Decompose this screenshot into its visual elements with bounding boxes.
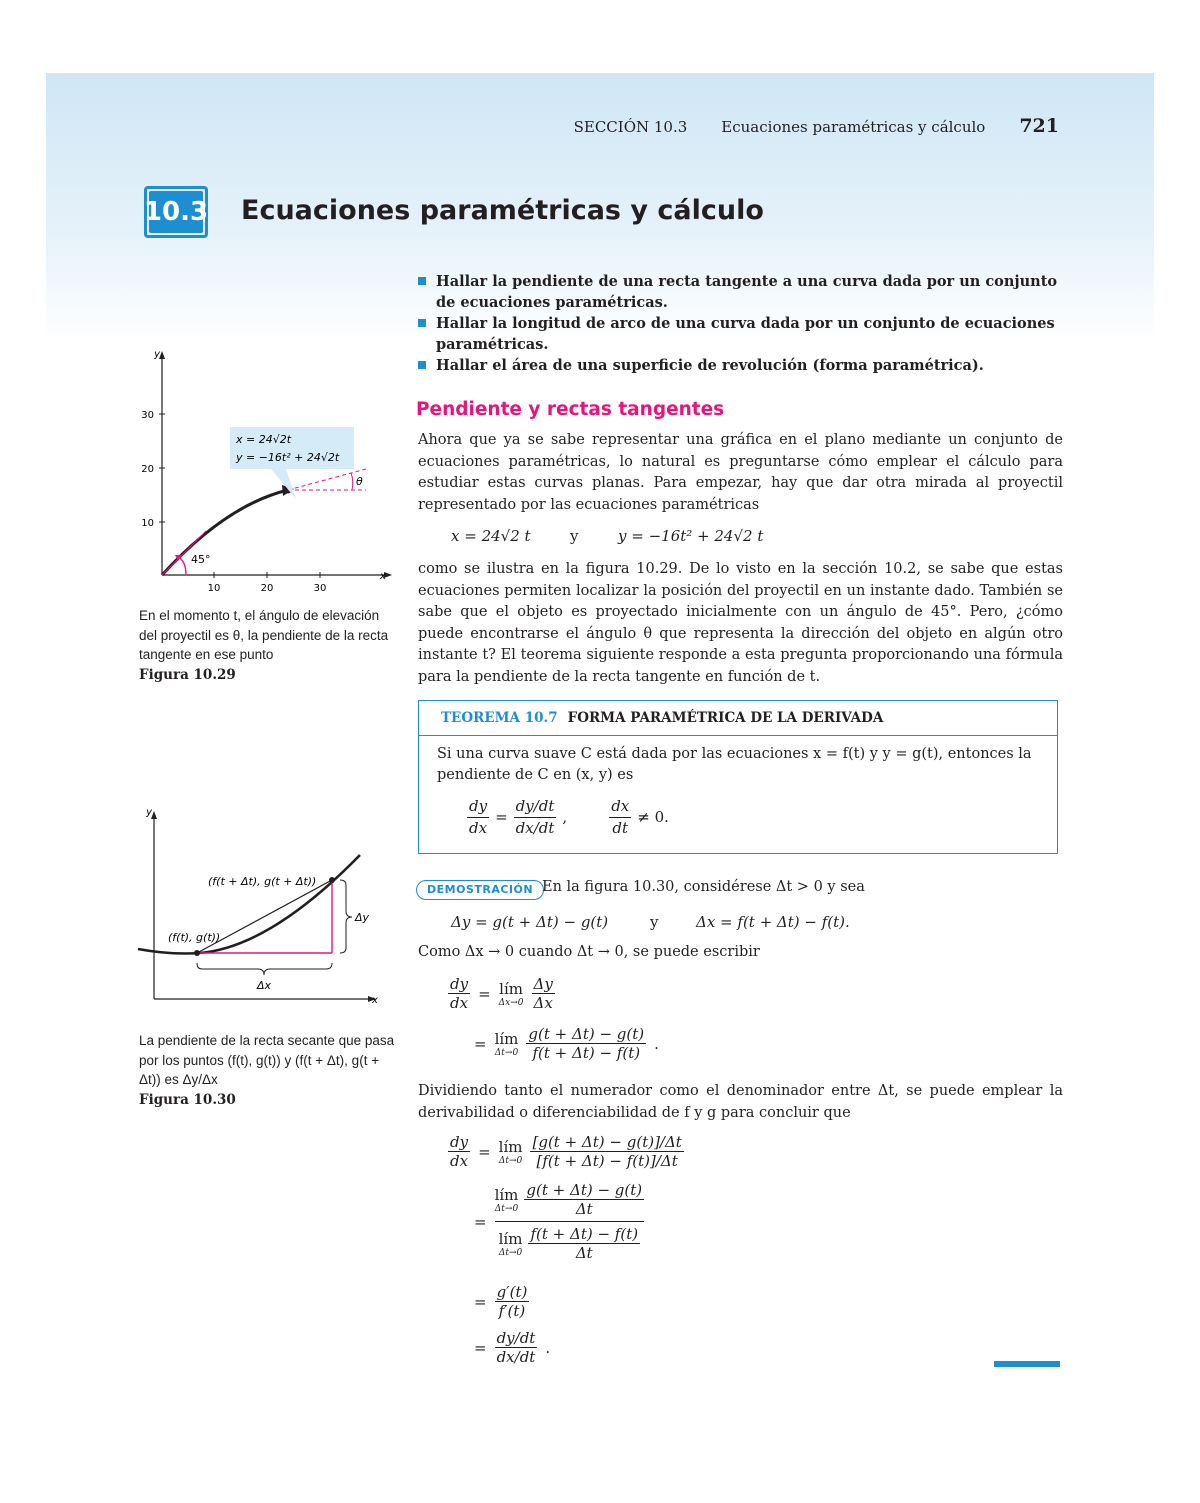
- proof-step5: = $\frac{g'(t)}{f'(t)}$: [474, 1283, 528, 1320]
- square-bullet-icon: [418, 319, 426, 327]
- running-head-title: Ecuaciones paramétricas y cálculo: [721, 118, 986, 136]
- proof-step4: = lím Δt→0 $\frac{g(t + \Delta t) - g(t)}{\Delta t}$ lím Δt→0 $\frac{f(t + \Delta t) - f(t)}{\Delta t}$: [474, 1181, 643, 1262]
- square-bullet-icon: [418, 361, 426, 369]
- x-tick-30: 30: [313, 583, 327, 593]
- figure-10-30-label: Figura 10.30: [139, 1091, 236, 1108]
- running-head: [574, 115, 1059, 137]
- page: [46, 73, 1154, 1431]
- section-number-box: [144, 186, 208, 238]
- objective-item: Hallar la longitud de arco de una curva dada por un conjunto de ecuaciones paramétricas.: [418, 313, 1058, 355]
- theta-label: θ: [356, 475, 363, 488]
- y-axis-label: y: [146, 807, 152, 818]
- proof-delta-x: Δx = f(t + Δt) − f(t).: [696, 913, 850, 931]
- running-head-section: SECCIÓN 10.3: [573, 118, 688, 136]
- page-number: 721: [1019, 115, 1059, 137]
- delta-x-label: Δx: [256, 979, 272, 992]
- proof-step1: $\frac{dy}{dx}$ = lím Δx→0 $\frac{\Delta y}{\Delta x}$: [450, 975, 553, 1012]
- trajectory-curve: [162, 490, 288, 575]
- point-t: [194, 950, 200, 956]
- x-tick-10: 10: [207, 583, 221, 593]
- point-t-label: (f(t), g(t)): [168, 931, 221, 944]
- figure-10-30-caption: La pendiente de la recta secante que pasa por los puntos (f(t), g(t)) y (f(t + Δt), g(t + Δt)) es Δy/Δx Figura 10.30: [139, 1033, 395, 1108]
- figure-10-29-label: Figura 10.29: [139, 666, 236, 683]
- delta-y-brace: [340, 880, 352, 953]
- y-tick-30: 30: [141, 410, 154, 421]
- tangent-line: [288, 469, 366, 490]
- intro-paragraph: Ahora que ya se sabe representar una gráfica en el plano mediante un conjunto de ecuaciones paramétricas, lo natural es preguntarse cómo emplear el cálculo para estudiar estas curvas planas. Para empezar, hay que dar otra mirada al proyectil representado por las ecuaciones paramétricas: [418, 432, 1063, 513]
- figure-10-30: [130, 803, 390, 1013]
- proof-step2: = lím Δt→0 $\frac{g(t + \Delta t) - g(t)}{f(t + \Delta t) - f(t)}$ .: [474, 1025, 659, 1062]
- square-bullet-icon: [418, 277, 426, 285]
- theorem-box: [418, 700, 1058, 854]
- figure-10-29: [126, 343, 406, 593]
- x-tick-20: 20: [260, 583, 274, 593]
- proof-line3: Dividiendo tanto el numerador como el denominador entre Δt, se puede emplear la derivabilidad o diferenciabilidad de f y g para concluir que: [418, 1083, 1063, 1121]
- theorem-text: Si una curva suave C está dada por las ecuaciones x = f(t) y y = g(t), entonces la pendiente de C en (x, y) es: [437, 746, 1032, 783]
- proof-step3: $\frac{dy}{dx}$ = lím Δt→0 $\frac{[g(t + \Delta t) - g(t)]/\Delta t}{[f(t + \Delta t) - f(t)]/\Delta t}$: [450, 1133, 682, 1170]
- callout-eq-x: x = 24√2t: [236, 433, 292, 446]
- proof-line2: Como Δx → 0 cuando Δt → 0, se puede escribir: [418, 944, 760, 960]
- delta-x-brace: [197, 963, 332, 975]
- objective-item: Hallar la pendiente de una recta tangente a una curva dada por un conjunto de ecuaciones paramétricas.: [418, 271, 1058, 313]
- section-number: 10.3: [149, 191, 203, 233]
- point-t-plus-dt: [329, 877, 335, 883]
- theorem-title: FORMA PARAMÉTRICA DE LA DERIVADA: [567, 710, 884, 726]
- objective-item: Hallar el área de una superficie de revolución (forma paramétrica).: [418, 355, 1058, 376]
- theorem-label: TEOREMA 10.7: [441, 710, 558, 726]
- proof-step6: = $\frac{dy/dt}{dx/dt}$ .: [474, 1329, 551, 1366]
- theta-arc: [351, 473, 353, 490]
- y-tick-10: 10: [141, 518, 154, 529]
- proof-line1: En la figura 10.30, considérese Δt > 0 y sea: [542, 879, 865, 895]
- objectives-list: [418, 271, 1058, 376]
- figure-10-29-caption: En el momento t, el ángulo de elevación del proyectil es θ, la pendiente de la recta tangente en ese punto Figura 10.29: [139, 608, 389, 683]
- angle-45-arc: [178, 557, 186, 575]
- angle-45-label: 45°: [191, 553, 211, 566]
- y-tick-20: 20: [141, 464, 154, 475]
- proof-badge: DEMOSTRACIÓN: [416, 880, 544, 900]
- equation-x: x = 24√2 t: [451, 527, 531, 545]
- equation-y: y = −16t² + 24√2 t: [618, 527, 764, 545]
- x-axis-label: x: [372, 995, 378, 1006]
- subsection-title: Pendiente y rectas tangentes: [416, 399, 725, 420]
- proof-delta-y: Δy = g(t + Δt) − g(t): [451, 913, 609, 931]
- end-of-proof-bar: [994, 1361, 1060, 1367]
- callout-eq-y: y = −16t² + 24√2t: [236, 451, 340, 464]
- point-t-plus-dt-label: (f(t + Δt), g(t + Δt)): [208, 875, 317, 888]
- section-title: Ecuaciones paramétricas y cálculo: [241, 195, 764, 226]
- proof-conj: y: [650, 913, 659, 931]
- x-axis-label: x: [380, 571, 386, 582]
- equation-conj: y: [570, 527, 579, 545]
- theorem-header: [419, 701, 1057, 736]
- delta-y-label: Δy: [355, 911, 370, 924]
- second-paragraph: como se ilustra en la figura 10.29. De lo visto en la sección 10.2, se sabe que estas ecuaciones permiten localizar la posición del proyectil en un instante dado. También se sabe que el objeto es proyectado inicialmente con un ángulo de 45°. Pero, ¿cómo puede encontrarse el ángulo θ que representa la dirección del objeto en algún otro instante t? El teorema siguiente responde a esta pregunta proporcionando una fórmula para la pendiente de la recta tangente en función de t.: [418, 561, 1063, 685]
- y-axis-label: y: [154, 349, 160, 360]
- theorem-body: [419, 736, 1057, 839]
- theorem-formula: $\frac{dy}{dx}$ = $\frac{dy/dt}{dx/dt}$ , $\frac{dx}{dt}$ ≠ 0.: [469, 797, 669, 837]
